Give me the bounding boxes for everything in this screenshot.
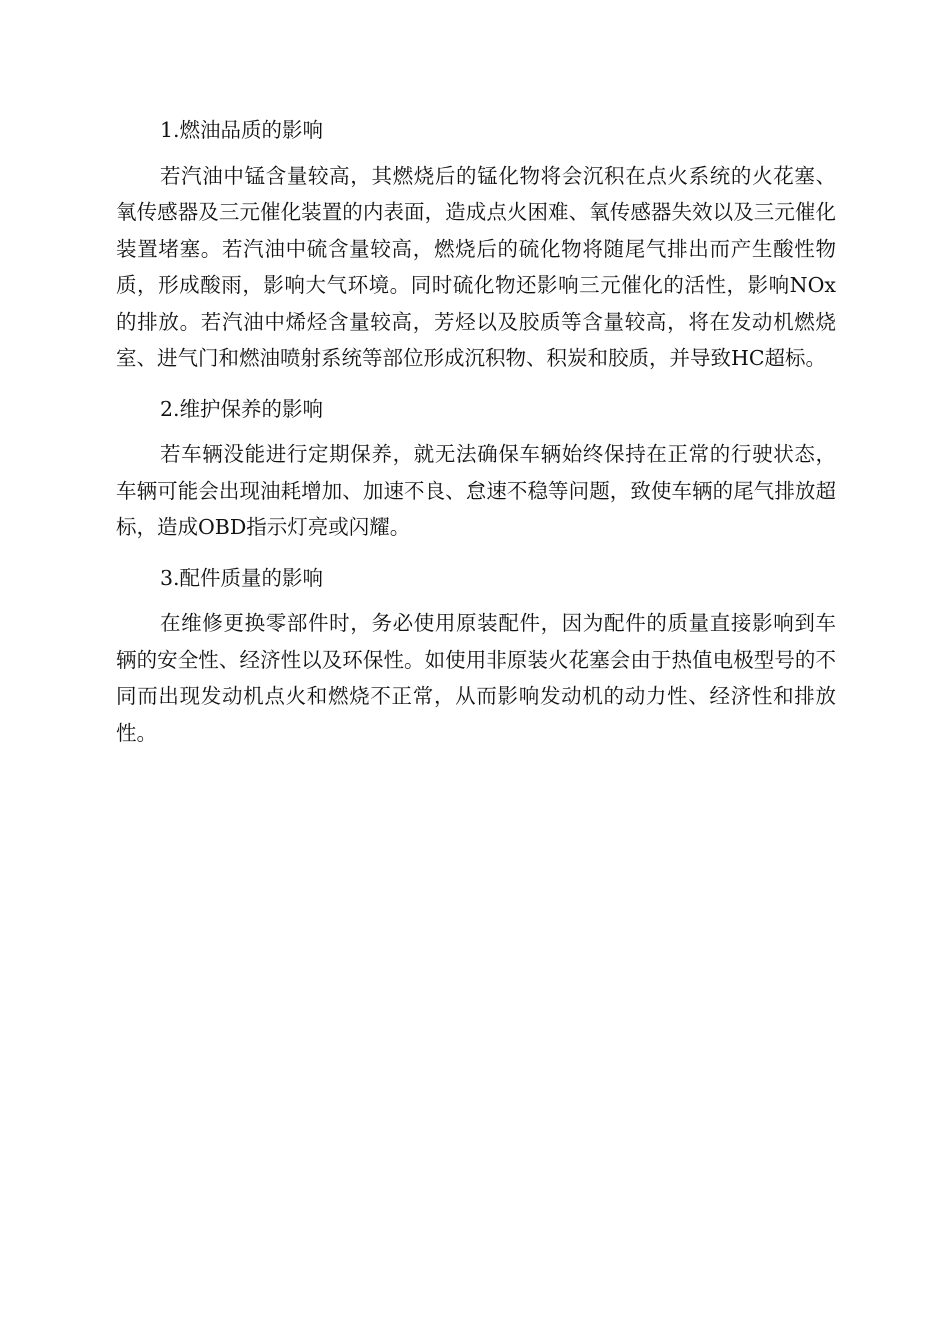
section-paragraph-parts-quality: 在维修更换零部件时，务必使用原装配件，因为配件的质量直接影响到车辆的安全性、经济性以及环保性。如使用非原装火花塞会由于热值电极型号的不同而出现发动机点火和燃烧不正常，从而影响发动机的动力性、经济性和排放性。 (116, 611, 836, 745)
section-paragraph-maintenance: 若车辆没能进行定期保养，就无法确保车辆始终保持在正常的行驶状态，车辆可能会出现油耗增加、加速不良、怠速不稳等问题，致使车辆的尾气排放超标，造成OBD指示灯亮或闪耀。 (116, 442, 836, 539)
spacer (116, 377, 836, 391)
section-heading-parts-quality: 3.配件质量的影响 (160, 565, 324, 590)
section-heading-maintenance: 2.维护保养的影响 (160, 396, 324, 421)
spacer (116, 596, 836, 605)
spacer (116, 149, 836, 158)
section-paragraph-fuel-quality: 若汽油中锰含量较高，其燃烧后的锰化物将会沉积在点火系统的火花塞、氧传感器及三元催化装置的内表面，造成点火困难、氧传感器失效以及三元催化装置堵塞。若汽油中硫含量较高，燃烧后的硫化物将随尾气排出而产生酸性物质，形成酸雨，影响大气环境。同时硫化物还影响三元催化的活性，影响NOx的排放。若汽油中烯烃含量较高，芳烃以及胶质等含量较高，将在发动机燃烧室、进气门和燃油喷射系统等部位形成沉积物、积炭和胶质，并导致HC超标。 (116, 163, 836, 370)
spacer (116, 546, 836, 560)
document-body (116, 112, 836, 751)
section-heading-fuel-quality: 1.燃油品质的影响 (160, 118, 324, 142)
spacer (116, 427, 836, 436)
